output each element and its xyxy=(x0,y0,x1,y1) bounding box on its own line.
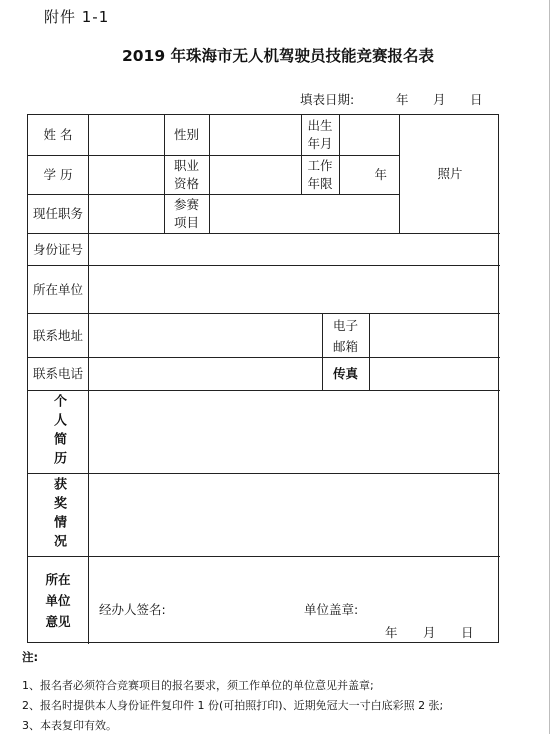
notes-section xyxy=(22,649,443,737)
position-label: 现任职务 xyxy=(32,206,83,221)
email-label-line1: 电子 xyxy=(332,317,358,333)
work-years-label-line2: 年限 xyxy=(307,176,333,191)
gender-label: 性别 xyxy=(173,127,199,142)
unit-opinion-field[interactable] xyxy=(89,557,500,644)
phone-label: 联系电话 xyxy=(32,366,83,381)
qualification-label xyxy=(164,156,209,194)
work-years-label xyxy=(301,156,339,194)
sign-year-unit: 年 xyxy=(385,625,398,640)
email-field[interactable] xyxy=(370,314,500,357)
name-field[interactable] xyxy=(89,115,164,155)
event-label xyxy=(164,195,209,233)
qualification-label-line2: 资格 xyxy=(173,176,199,191)
unit-opinion-line3: 意见 xyxy=(45,614,71,629)
page-edge xyxy=(549,0,550,734)
handler-sign-label: 经办人签名: xyxy=(99,602,166,617)
work-years-unit: 年 xyxy=(374,167,387,182)
date-day-unit: 日 xyxy=(470,92,483,107)
birth-label xyxy=(301,115,339,155)
notes-heading: 注: xyxy=(22,650,39,664)
birth-label-line2: 年月 xyxy=(307,136,333,151)
date-month-unit: 月 xyxy=(433,92,446,107)
name-label: 姓 名 xyxy=(43,127,73,142)
note-item-2: 2、报名时提供本人身份证件复印件 1 份(可拍照打印)、近期免冠大一寸白底彩照 2 张; xyxy=(22,699,444,712)
photo-area[interactable] xyxy=(400,115,500,233)
photo-label: 照片 xyxy=(437,166,463,181)
sign-day-unit: 日 xyxy=(461,625,474,640)
address-label: 联系地址 xyxy=(32,327,83,343)
unit-opinion-line2: 单位 xyxy=(45,593,71,608)
unit-opinion-label xyxy=(28,557,88,644)
education-label: 学 历 xyxy=(43,167,73,182)
employer-field[interactable] xyxy=(89,266,500,313)
birth-field[interactable] xyxy=(340,115,399,155)
work-years-label-line1: 工作 xyxy=(307,158,333,173)
work-years-field[interactable] xyxy=(340,156,399,194)
sign-month-unit: 月 xyxy=(423,625,436,640)
fill-date-label: 填表日期: xyxy=(300,92,355,107)
email-label-line2: 邮箱 xyxy=(332,338,358,354)
fax-label: 传真 xyxy=(332,366,358,381)
id-label: 身份证号 xyxy=(32,241,83,257)
fax-field[interactable] xyxy=(370,358,500,390)
note-item-1: 1、报名者必须符合竞赛项目的报名要求，须工作单位的单位意见并盖章; xyxy=(22,679,374,692)
id-field[interactable] xyxy=(89,234,500,265)
qualification-label-line1: 职业 xyxy=(173,158,199,173)
event-label-line2: 项目 xyxy=(173,215,199,230)
awards-label xyxy=(28,474,88,556)
event-field[interactable] xyxy=(210,195,399,233)
form-title: 2019 年珠海市无人机驾驶员技能竞赛报名表 xyxy=(121,47,435,65)
resume-label-text: 个人简历 xyxy=(51,394,66,470)
event-label-line1: 参赛 xyxy=(173,197,199,212)
appendix-label: 附件 1-1 xyxy=(44,8,110,26)
employer-label: 所在单位 xyxy=(32,281,83,297)
email-label xyxy=(322,314,369,357)
unit-seal-label: 单位盖章: xyxy=(304,602,359,617)
awards-field[interactable] xyxy=(89,474,500,556)
phone-field[interactable] xyxy=(89,358,322,390)
birth-label-line1: 出生 xyxy=(307,118,333,133)
unit-opinion-line1: 所在 xyxy=(45,572,71,587)
address-field[interactable] xyxy=(89,314,322,357)
note-item-3: 3、本表复印有效。 xyxy=(22,719,117,732)
education-field[interactable] xyxy=(89,156,164,194)
resume-field[interactable] xyxy=(89,391,500,473)
resume-label xyxy=(28,391,88,473)
awards-label-text: 获奖情况 xyxy=(51,477,66,553)
date-year-unit: 年 xyxy=(396,92,409,107)
registration-form xyxy=(27,114,499,643)
gender-field[interactable] xyxy=(210,115,301,155)
qualification-field[interactable] xyxy=(210,156,301,194)
position-field[interactable] xyxy=(89,195,164,233)
